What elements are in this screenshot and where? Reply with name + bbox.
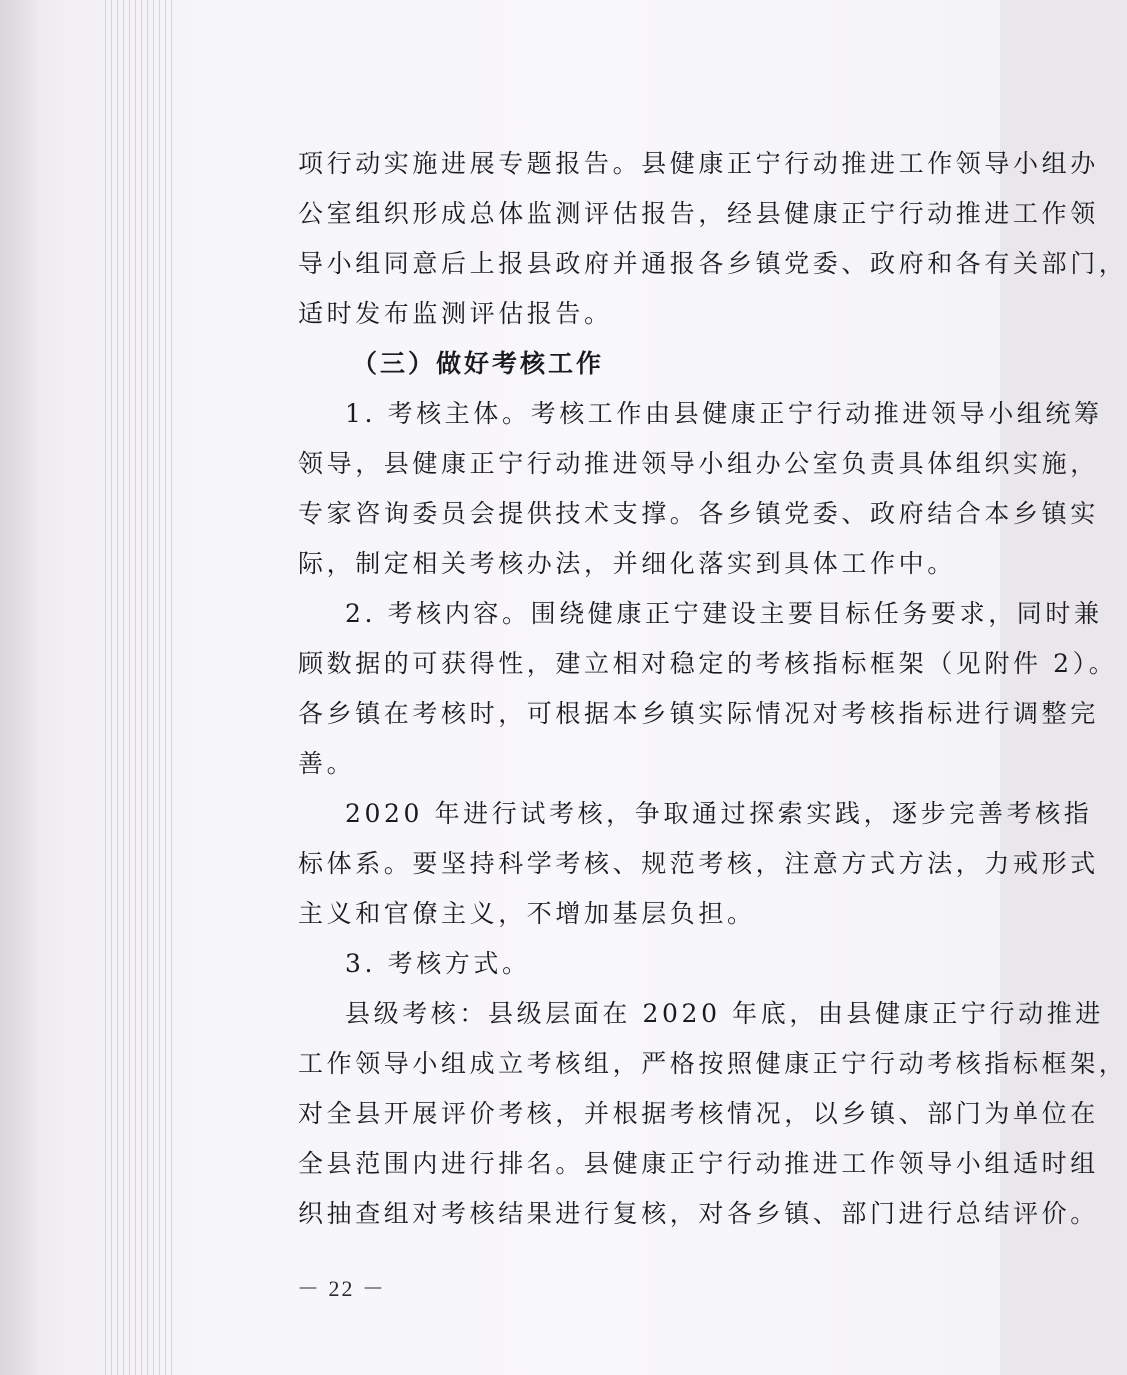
- text-line: 对全县开展评价考核，并根据考核情况，以乡镇、部门为单位在: [298, 1099, 1099, 1128]
- text-line: 适时发布监测评估报告。: [298, 299, 613, 328]
- text-line: 专家咨询委员会提供技术支撑。各乡镇党委、政府结合本乡镇实: [298, 499, 1099, 528]
- section-heading: （三）做好考核工作: [352, 349, 605, 378]
- text-line: 际，制定相关考核办法，并细化落实到具体工作中。: [298, 549, 956, 578]
- text-line: 2020 年进行试考核，争取通过探索实践，逐步完善考核指: [345, 799, 1093, 828]
- text-line: 标体系。要坚持科学考核、规范考核，注意方式方法，力戒形式: [298, 849, 1099, 878]
- text-line: 导小组同意后上报县政府并通报各乡镇党委、政府和各有关部门，: [298, 249, 1127, 278]
- text-line: 2. 考核内容。围绕健康正宁建设主要目标任务要求，同时兼: [345, 599, 1103, 628]
- text-line: 公室组织形成总体监测评估报告，经县健康正宁行动推进工作领: [298, 199, 1099, 228]
- text-line: 顾数据的可获得性，建立相对稳定的考核指标框架（见附件 2）。: [298, 649, 1118, 678]
- text-line: 3. 考核方式。: [345, 949, 531, 978]
- text-line: 1. 考核主体。考核工作由县健康正宁行动推进领导小组统筹: [345, 399, 1103, 428]
- text-line: 领导，县健康正宁行动推进领导小组办公室负责具体组织实施，: [298, 449, 1099, 478]
- text-line: 主义和官僚主义，不增加基层负担。: [298, 899, 756, 928]
- text-line: 全县范围内进行排名。县健康正宁行动推进工作领导小组适时组: [298, 1149, 1099, 1178]
- text-line: 织抽查组对考核结果进行复核，对各乡镇、部门进行总结评价。: [298, 1199, 1099, 1228]
- text-line: 项行动实施进展专题报告。县健康正宁行动推进工作领导小组办: [298, 149, 1099, 178]
- text-line: 各乡镇在考核时，可根据本乡镇实际情况对考核指标进行调整完: [298, 699, 1099, 728]
- text-line: 县级考核：县级层面在 2020 年底，由县健康正宁行动推进: [345, 999, 1104, 1028]
- page-number: － 22 －: [297, 1276, 387, 1301]
- text-line: 工作领导小组成立考核组，严格按照健康正宁行动考核指标框架，: [298, 1049, 1127, 1078]
- text-line: 善。: [298, 749, 356, 778]
